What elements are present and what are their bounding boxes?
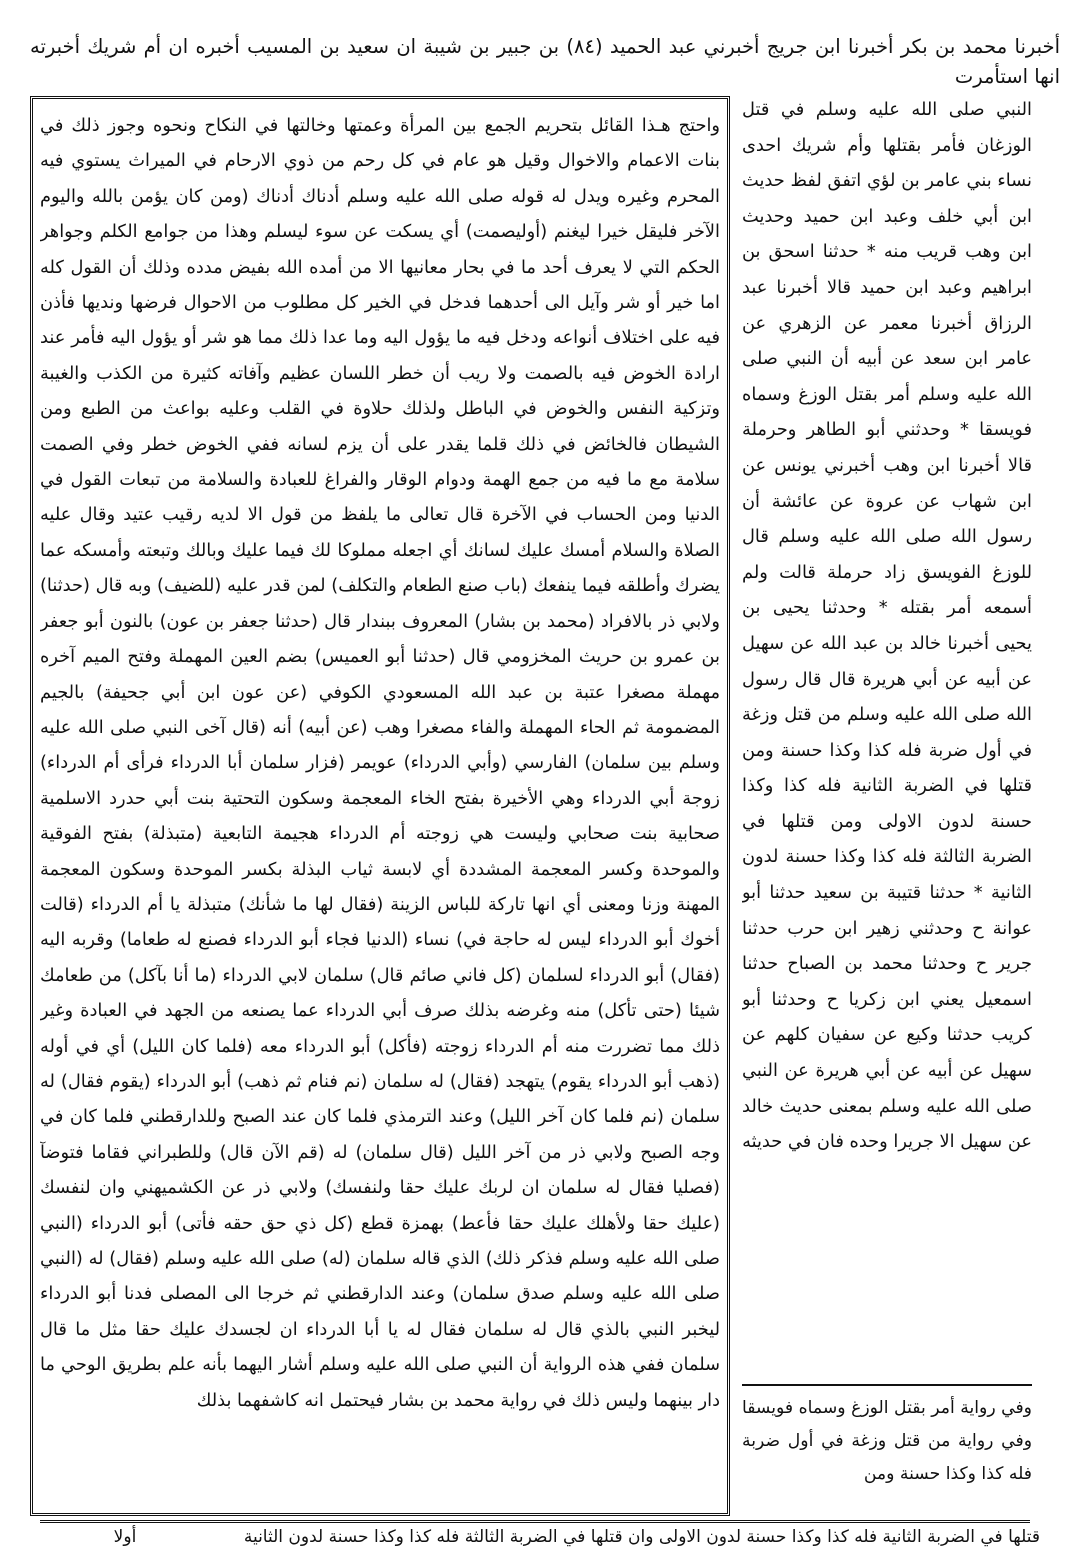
footer-text: قتلها في الضربة الثانية فله كذا وكذا حسنة لدون الاولى وان قتلها في الضربة الثالثة فله كذا وكذا حسنة لدون الثانية: [243, 1527, 1040, 1547]
margin-divider: [742, 1384, 1032, 1386]
margin-hadith-column: [742, 92, 1032, 1382]
page-signature: أولا: [113, 1527, 137, 1547]
margin-footnote: وفي رواية أمر بقتل الوزغ وسماه فويسقا وفي رواية من قتل وزغة في أول ضربة فله كذا وكذا حسنة ومن: [742, 1398, 1032, 1484]
commentary-paragraph: واحتج هـذا القائل بتحريم الجمع بين المرأة وعمتها وخالتها في النكاح ونحوه وجوز ذلك في بنات الاعمام والاخوال وقيل هو عام في كل رحم من ذوي الارحام في الميراث يستوي فيه المحرم وغيره ويدل له قوله صلى الله عليه وسلم أدناك أدناك (ومن كان يؤمن بالله واليوم الآخر فليقل خيرا ليغنم (أوليصمت) أي يسكت عن سوء ليسلم وهذا من جوامع الكلم وجواهر الحكم التي لا يعرف أحد ما في بحار معانيها الا من أمده الله بفيض مدده وذلك أن القول كله اما خير أو شر وآيل الى أحدهما فدخل في الخير كل مطلوب من الاحوال فرضها ونديها فأذن فيه على اختلاف أنواعه ودخل فيه ما يؤول اليه وما عدا ذلك مما هو شر أو يؤول اليه فأمر عند ارادة الخوض فيه بالصمت ولا ريب أن خطر اللسان عظيم وآفاته كثيرة من الكذب والغيبة وتزكية النفس والخوض في الباطل ولذلك حلاوة في القلب وعليه بواعث من الطبع ومن الشيطان فالخائض في ذلك قلما يقدر على أن يزم لسانه ففي الخوض خطر وفي الصمت سلامة مع ما فيه من جمع الهمة ودوام الوقار والفراغ للعبادة والسلامة من تبعات القول في الدنيا ومن الحساب في الآخرة قال تعالى ما يلفظ من قول الا لديه رقيب عتيد وقال عليه الصلاة والسلام أمسك عليك لسانك أي اجعله مملوكا لك فيما عليك وبالك وتبعته وأمسكه عما يضرك وأطلقه فيما ينفعك (باب صنع الطعام والتكلف) لمن قدر عليه (للضيف) وبه قال (حدثنا) ولابي ذر بالافراد (محمد بن بشار) المعروف ببندار قال (حدثنا جعفر بن عون) بالنون أبو جعفر بن عمرو بن حريث المخزومي قال (حدثنا أبو العميس) بضم العين المهملة وفتح الميم آخره مهملة مصغرا عتبة بن عبد الله المسعودي الكوفي (عن عون ابن أبي جحيفة) بالجيم المضمومة ثم الحاء المهملة والفاء مصغرا وهب (عن أبيه) أنه (قال آخى النبي صلى الله عليه وسلم بين سلمان) الفارسي (وأبي الدرداء) عويمر (فزار سلمان أبا الدرداء فرأى أم الدرداء) زوجة أبي الدرداء وهي الأخيرة بفتح الخاء المعجمة وسكون التحتية بنت أبي حدرد الاسلمية صحابية بنت صحابي وليست هي زوجته أم الدرداء هجيمة التابعية (متبذلة) بفتح الفوقية والموحدة وكسر المعجمة المشددة أي لابسة ثياب البذلة بكسر الموحدة وسكون المعجمة المهنة وزنا ومعنى أي انها تاركة للباس الزينة (فقال لها ما شأنك) متبذلة يا أم الدرداء (قالت أخوك أبو الدرداء ليس له حاجة في) نساء (الدنيا فجاء أبو الدرداء فصنع له طعاما) وقربه اليه (فقال) أبو الدرداء لسلمان (كل فاني صائم قال) سلمان لابي الدرداء (ما أنا بآكل) من طعامك شيئا (حتى تأكل) منه وغرضه بذلك صرف أبي الدرداء عما يصنعه من الجهد في العبادة وغير ذلك مما تضررت منه أم الدرداء زوجته (فأكل) أبو الدرداء معه (فلما كان الليل) أي في أوله (ذهب أبو الدرداء يقوم) يتهجد (فقال) له سلمان (نم فنام ثم ذهب) أبو الدرداء (يقوم فقال) له سلمان (نم فلما كان آخر الليل) وعند الترمذي فلما كان عند الصبح وللدارقطني فلما كان في وجه الصبح ولابي ذر من آخر الليل (قال سلمان) له (قم الآن قال) وللطبراني فقاما فتوضآ (فصليا فقال له سلمان ان لربك عليك حقا ولنفسك) ولابي ذر عن الكشميهني وان لنفسك (عليك حقا ولأهلك عليك حقا فأعط) بهمزة قطع (كل ذي حق حقه فأتى) أبو الدرداء (النبي صلى الله عليه وسلم فذكر ذلك) الذي قاله سلمان (له) صلى الله عليه وسلم (فقال) له (النبي صلى الله عليه وسلم صدق سلمان) وعند الدارقطني ثم خرجا الى المصلى فدنا أبو الدرداء ليخبر النبي بالذي قال له سلمان فقال له يا أبا الدرداء ان لجسدك عليك حقا مثل ما قال سلمان ففي هذه الرواية أن النبي صلى الله عليه وسلم أشار اليهما بأنه علم بطريق الوحي ما دار بينهما وليس ذلك في رواية محمد بن بشار فيحتمل انه كاشفهما بذلك: [40, 115, 720, 1411]
page-header: أخبرنا محمد بن بكر أخبرنا ابن جريج أخبرني عبد الحميد (٨٤) بن جبير بن شيبة ان سعيد بن المسيب أخبره ان أم شريك أخبرته انها استأمرت: [30, 35, 1060, 88]
main-commentary-column: [40, 108, 720, 1488]
margin-paragraph: النبي صلى الله عليه وسلم في قتل الوزغان فأمر بقتلها وأم شريك احدى نساء بني عامر بن لؤي اتفق لفظ حديث ابن أبي خلف وعبد ابن حميد وحديث ابن وهب قريب منه * حدثنا اسحق بن ابراهيم وعبد ابن حميد قالا أخبرنا عبد الرزاق أخبرنا معمر عن الزهري عن عامر ابن سعد عن أبيه أن النبي صلى الله عليه وسلم أمر بقتل الوزغ وسماه فويسقا * وحدثني أبو الطاهر وحرملة قالا أخبرنا ابن وهب أخبرني يونس عن ابن شهاب عن عروة عن عائشة أن رسول الله صلى الله عليه وسلم قال للوزغ الفويسق زاد حرملة قالت ولم أسمعه أمر بقتله * وحدثنا يحيى بن يحيى أخبرنا خالد بن عبد الله عن سهيل عن أبيه عن أبي هريرة قال قال رسول الله صلى الله عليه وسلم من قتل وزغة في أول ضربة فله كذا وكذا حسنة ومن قتلها في الضربة الثانية فله كذا وكذا حسنة لدون الاولى ومن قتلها في الضربة الثالثة فله كذا وكذا حسنة لدون الثانية * حدثنا قتيبة بن سعيد حدثنا أبو عوانة ح وحدثني زهير ابن حرب حدثنا جرير ح وحدثنا محمد بن الصباح حدثنا اسمعيل يعني ابن زكريا ح وحدثنا أبو كريب حدثنا وكيع عن سفيان كلهم عن سهيل عن أبيه عن أبي هريرة عن النبي صلى الله عليه وسلم بمعنى حديث خالد عن سهيل الا جريرا وحده فان في حديثه: [742, 99, 1032, 1153]
